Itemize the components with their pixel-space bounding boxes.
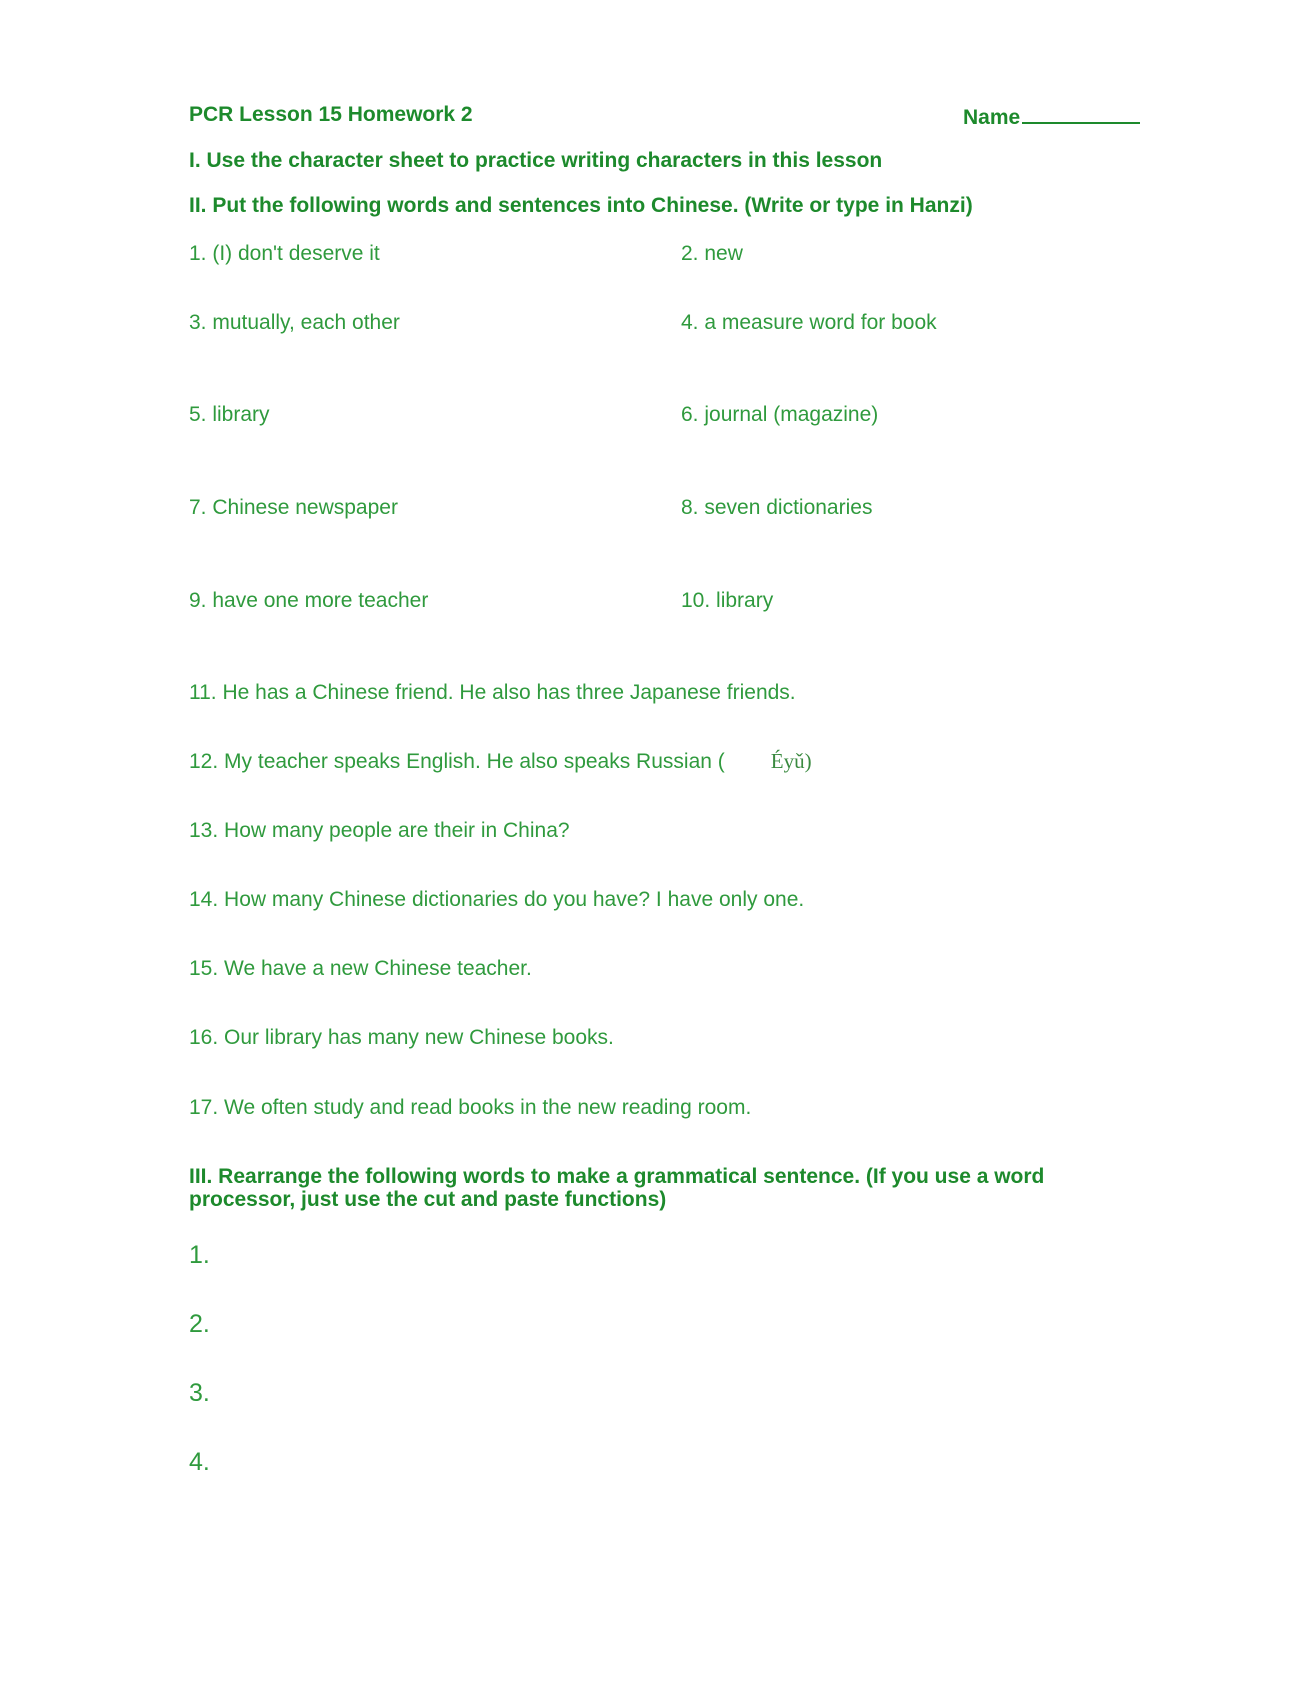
section-3-heading-line-1: III. Rearrange the following words to make a grammatical sentence. (If you use a word <box>189 1165 1045 1188</box>
rearrange-item-4: 4. <box>189 1448 210 1476</box>
item-9: 9. have one more teacher <box>189 589 429 612</box>
item-14: 14. How many Chinese dictionaries do you have? I have only one. <box>189 888 805 911</box>
item-12-text: 12. My teacher speaks English. He also speaks Russian ( <box>189 750 725 773</box>
item-7: 7. Chinese newspaper <box>189 496 398 519</box>
name-label: Name <box>963 106 1021 129</box>
page-title: PCR Lesson 15 Homework 2 <box>189 103 473 126</box>
section-1-heading: I. Use the character sheet to practice writing characters in this lesson <box>189 149 883 172</box>
rearrange-item-3: 3. <box>189 1379 210 1407</box>
item-10: 10. library <box>681 589 774 612</box>
rearrange-item-1: 1. <box>189 1241 210 1269</box>
item-12 <box>189 751 812 772</box>
item-12-pinyin: Éyǔ) <box>770 749 812 773</box>
item-4: 4. a measure word for book <box>681 311 937 334</box>
item-1: 1. (I) don't deserve it <box>189 242 380 265</box>
item-6: 6. journal (magazine) <box>681 403 879 426</box>
item-5: 5. library <box>189 403 270 426</box>
item-17: 17. We often study and read books in the new reading room. <box>189 1096 752 1119</box>
item-15: 15. We have a new Chinese teacher. <box>189 957 532 980</box>
item-3: 3. mutually, each other <box>189 311 400 334</box>
item-8: 8. seven dictionaries <box>681 496 873 519</box>
name-field <box>963 104 1140 128</box>
section-3-heading-line-2: processor, just use the cut and paste functions) <box>189 1188 667 1211</box>
item-16: 16. Our library has many new Chinese books. <box>189 1026 614 1049</box>
item-11: 11. He has a Chinese friend. He also has three Japanese friends. <box>189 681 796 704</box>
item-13: 13. How many people are their in China? <box>189 819 570 842</box>
name-blank-line <box>1022 104 1140 124</box>
rearrange-item-2: 2. <box>189 1310 210 1338</box>
section-2-heading: II. Put the following words and sentences into Chinese. (Write or type in Hanzi) <box>189 194 973 217</box>
item-2: 2. new <box>681 242 743 265</box>
